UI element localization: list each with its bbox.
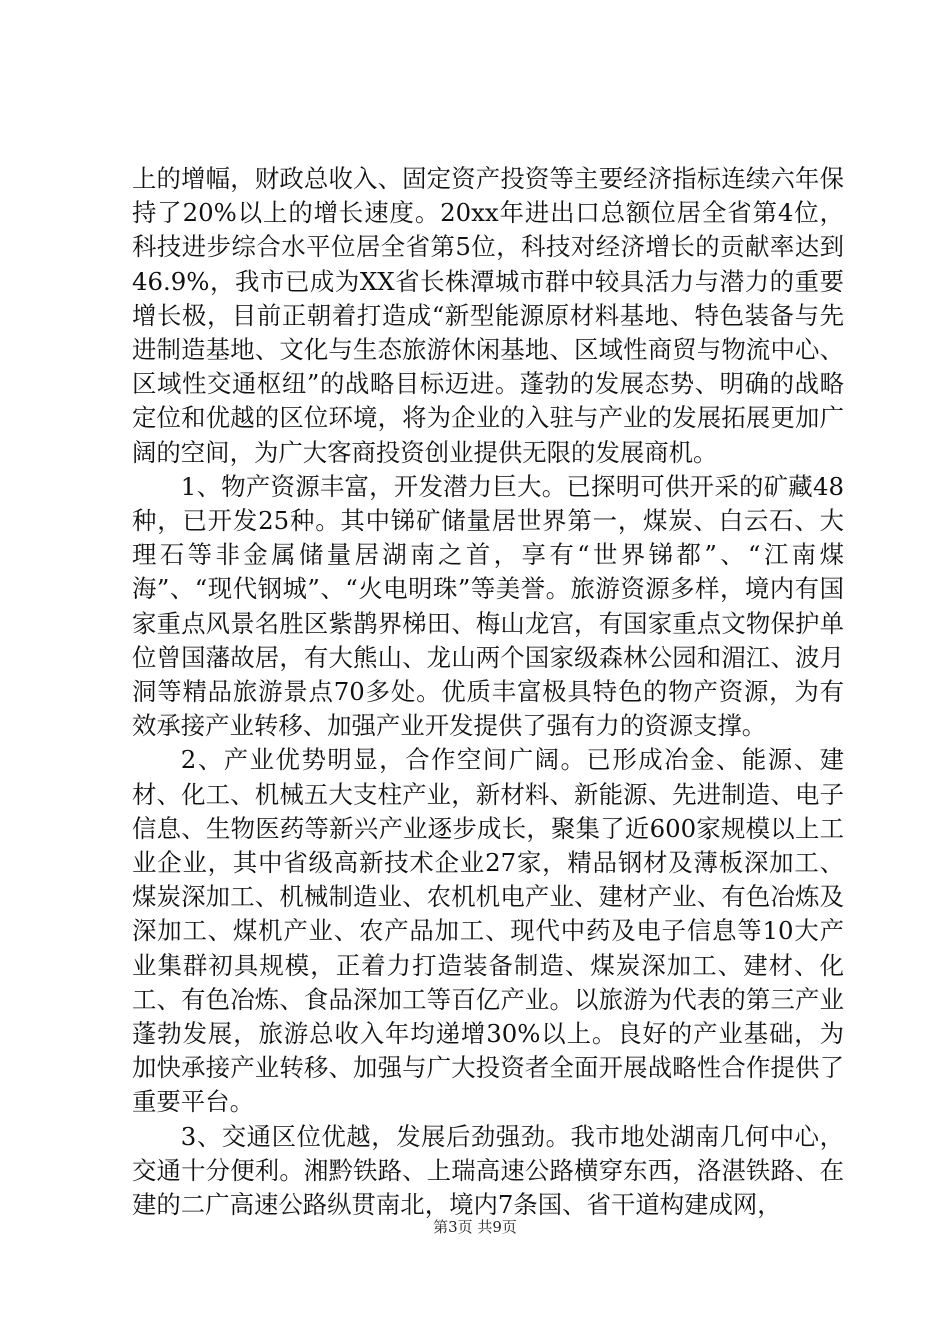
page-footer: 第3页 共9页 [433, 1218, 517, 1236]
paragraph-transport-location: 3、交通区位优越，发展后劲强劲。我市地处湖南几何中心，交通十分便利。湘黔铁路、上瑞高速公路横穿东西，洛湛铁路、在建的二广高速公路纵贯南北，境内7条国、省干道构建成网， [132, 1121, 844, 1220]
document-body [132, 162, 844, 1222]
paragraph-industry-advantages: 2、产业优势明显，合作空间广阔。已形成冶金、能源、建材、化工、机械五大支柱产业，新材料、新能源、先进制造、电子信息、生物医药等新兴产业逐步成长，聚集了近600家规模以上工业企业，其中省级高新技术企业27家，精品钢材及薄板深加工、煤炭深加工、机械制造业、农机机电产业、建材产业、有色冶炼及深加工、煤机产业、农产品加工、现代中药及电子信息等10大产业集群初具规模，正着力打造装备制造、煤炭深加工、建材、化工、有色冶炼、食品深加工等百亿产业。以旅游为代表的第三产业蓬勃发展，旅游总收入年均递增30%以上。良好的产业基础，为加快承接产业转移、加强与广大投资者全面开展战略性合作提供了重要平台。 [132, 745, 844, 1117]
paragraph-continuation: 上的增幅，财政总收入、固定资产投资等主要经济指标连续六年保持了20%以上的增长速度。20xx年进出口总额位居全省第4位，科技进步综合水平位居全省第5位，科技对经济增长的贡献率达到46.9%，我市已成为XX省长株潭城市群中较具活力与潜力的重要增长极，目前正朝着打造成“新型能源原材料基地、特色装备与先进制造基地、文化与生态旅游休闲基地、区域性商贸与物流中心、区域性交通枢纽”的战略目标迈进。蓬勃的发展态势、明确的战略定位和优越的区位环境，将为企业的入驻与产业的发展拓展更加广阔的空间，为广大客商投资创业提供无限的发展商机。 [132, 164, 844, 467]
paragraph-natural-resources: 1、物产资源丰富，开发潜力巨大。已探明可供开采的矿藏48种，已开发25种。其中锑矿储量居世界第一，煤炭、白云石、大理石等非金属储量居湖南之首，享有“世界锑都”、“江南煤海”、“现代钢城”、“火电明珠”等美誉。旅游资源多样，境内有国家重点风景名胜区紫鹊界梯田、梅山龙宫，有国家重点文物保护单位曾国藩故居，有大熊山、龙山两个国家级森林公园和湄江、波月洞等精品旅游景点70多处。优质丰富极具特色的物产资源，为有效承接产业转移、加强产业开发提供了强有力的资源支撑。 [132, 471, 844, 741]
